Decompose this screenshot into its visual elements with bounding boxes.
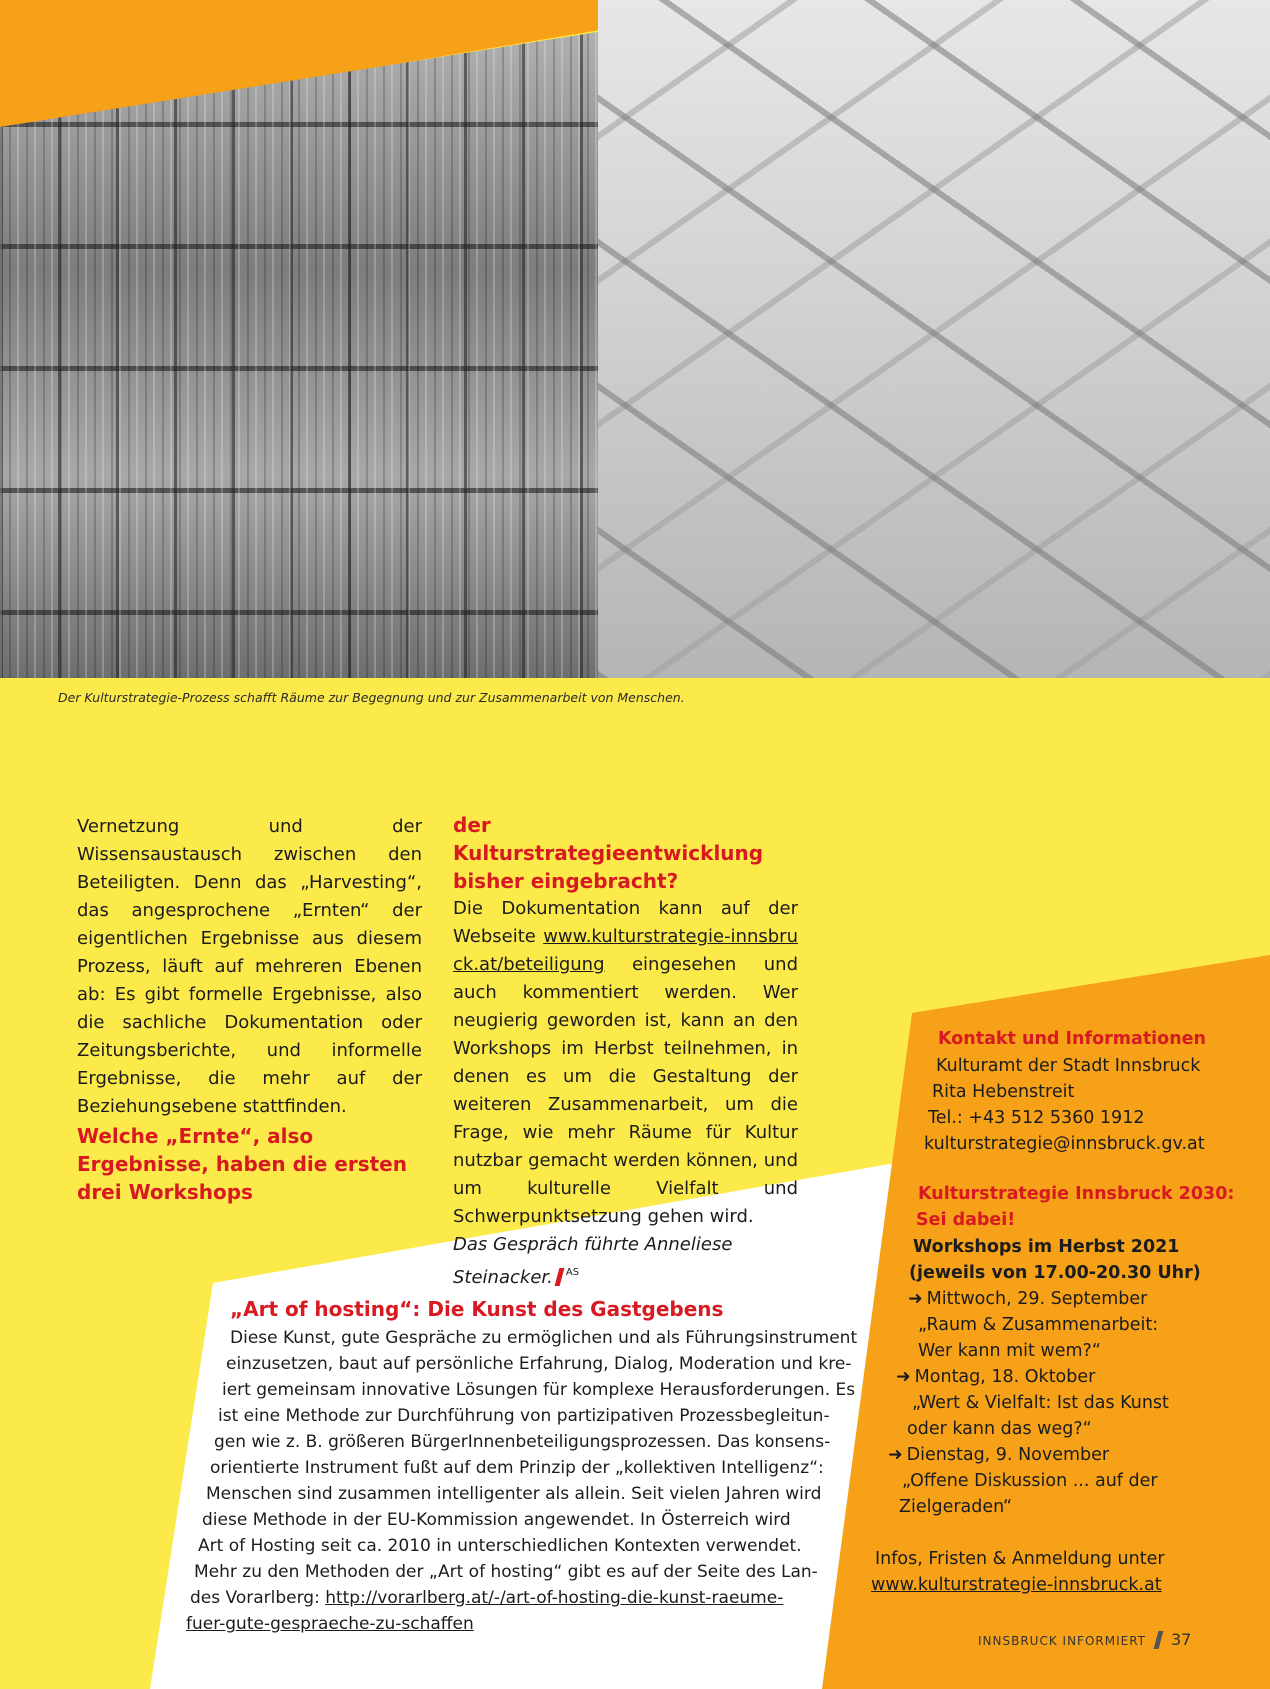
art-of-hosting-line: einzusetzen, baut auf persönliche Erfahrung, Dialog, Moderation und kre- — [226, 1354, 852, 1374]
art-of-hosting-line: gen wie z. B. größeren BürgerInnenbeteiligungsprozessen. Das konsens- — [214, 1432, 831, 1452]
events-subtitle-line-1: Workshops im Herbst 2021 — [913, 1237, 1180, 1257]
page-footer — [978, 1630, 1191, 1649]
column-2-paragraph — [453, 895, 798, 1231]
vorarlberg-link-part-1[interactable]: http://vorarlberg.at/-/art-of-hosting-die-kunst-raeume- — [325, 1588, 784, 1608]
contact-email[interactable]: kulturstrategie@innsbruck.gv.at — [924, 1134, 1205, 1154]
events-title-line-1: Kulturstrategie Innsbruck 2030: — [918, 1184, 1235, 1204]
contact-title: Kontakt und Informationen — [938, 1029, 1206, 1049]
footer-divider-mark — [1154, 1631, 1164, 1649]
contact-person: Rita Hebenstreit — [932, 1082, 1075, 1102]
contact-phone: Tel.: +43 512 5360 1912 — [928, 1108, 1145, 1128]
events-subtitle-line-2: (jeweils von 17.00-20.30 Uhr) — [909, 1263, 1201, 1283]
art-of-hosting-link-prefix: des Vorarlberg: — [190, 1588, 326, 1608]
event-date-text: Mittwoch, 29. September — [926, 1289, 1148, 1309]
event-date-text: Montag, 18. Oktober — [914, 1367, 1096, 1387]
art-of-hosting-line: Art of Hosting seit ca. 2010 in unterschiedlichen Kontexten verwendet. — [198, 1536, 802, 1556]
event-2-topic-line-1: „Wert & Vielfalt: Ist das Kunst — [912, 1393, 1169, 1413]
red-end-mark — [554, 1268, 564, 1286]
art-of-hosting-line: Menschen sind zusammen intelligenter als allein. Seit vielen Jahren wird — [206, 1484, 822, 1504]
event-1-date — [908, 1286, 1147, 1312]
art-of-hosting-link-line — [190, 1585, 783, 1611]
events-info-text: Infos, Fristen & Anmeldung unter — [875, 1549, 1165, 1569]
vorarlberg-link-part-2[interactable]: fuer-gute-gespraeche-zu-schaffen — [186, 1614, 474, 1634]
column-2-heading: der Kulturstrategieentwicklung bisher eingebracht? — [453, 813, 764, 893]
photo-caption: Der Kulturstrategie-Prozess schafft Räume zur Begegnung und zur Zusammenarbeit von Menschen. — [58, 690, 685, 705]
concrete-facade-photo — [598, 0, 1270, 678]
art-of-hosting-line: ist eine Methode zur Durchführung von partizipativen Prozessbegleitun- — [218, 1406, 830, 1426]
art-of-hosting-line: diese Methode in der EU-Kommission angewendet. In Österreich wird — [202, 1510, 791, 1530]
events-info-link[interactable]: www.kulturstrategie-innsbruck.at — [871, 1575, 1162, 1595]
event-3-topic-line-1: „Offene Diskussion ... auf der — [902, 1471, 1158, 1491]
events-title-line-2: Sei dabei! — [916, 1210, 1016, 1230]
event-1-topic-line-1: „Raum & Zusammenarbeit: — [918, 1315, 1159, 1335]
event-3-date — [888, 1442, 1109, 1468]
event-2-topic-line-2: oder kann das weg?“ — [907, 1419, 1092, 1439]
column-1-paragraph: Vernetzung und der Wissensaustausch zwischen den Beteiligten. Denn das „Harvesting“, das angesprochene „Ernten“ der eigentlichen Ergebnisse aus diesem Prozess, läuft auf mehreren Ebenen ab: Es gibt formelle Ergebnisse, also die sachliche Dokumentation oder Zeitungsberichte, und informelle Ergebnisse, die mehr auf der Beziehungsebene stattfinden. — [77, 816, 422, 1117]
art-of-hosting-line: orientierte Instrument fußt auf dem Prinzip der „kollektiven Intelligenz“: — [210, 1458, 824, 1478]
arrow-icon: ➜ — [896, 1367, 911, 1387]
event-3-topic-line-2: Zielgeraden“ — [899, 1497, 1013, 1517]
author-initials: AS — [565, 1267, 580, 1278]
art-of-hosting-line: iert gemeinsam innovative Lösungen für komplexe Herausforderungen. Es — [222, 1380, 856, 1400]
arrow-icon: ➜ — [888, 1445, 903, 1465]
column-2-text-before-link: Die Dokumentation kann auf der Webseite — [453, 898, 798, 947]
interview-signoff: Das Gespräch führte Anneliese Steinacker. — [453, 1234, 733, 1288]
column-2 — [453, 811, 798, 1292]
publication-name: INNSBRUCK INFORMIERT — [978, 1634, 1146, 1648]
event-2-date — [896, 1364, 1095, 1390]
arrow-icon: ➜ — [908, 1289, 923, 1309]
column-2-text-after-link: eingesehen und auch kommentiert werden. Wer neugierig geworden ist, kann an den Workshops im Herbst teilnehmen, in denen es um die Gestaltung der weiteren Zusammenarbeit, um die Frage, wie mehr Räume für Kultur nutzbar gemacht werden können, und um kulturelle Vielfalt und Schwerpunktsetzung gehen wird. — [453, 954, 798, 1227]
documentation-link[interactable]: www.kulturstrategie-innsbruck.at/beteiligung — [453, 926, 798, 975]
art-of-hosting-line: Diese Kunst, gute Gespräche zu ermöglichen und als Führungsinstrument — [230, 1328, 858, 1348]
event-1-topic-line-2: Wer kann mit wem?“ — [918, 1341, 1101, 1361]
column-2-signoff-line — [453, 1231, 798, 1292]
column-1-heading: Welche „Ernte“, also Ergebnisse, haben die ersten drei Workshops — [77, 1124, 407, 1204]
contact-office: Kulturamt der Stadt Innsbruck — [936, 1056, 1201, 1076]
art-of-hosting-title: „Art of hosting“: Die Kunst des Gastgebens — [230, 1297, 724, 1321]
column-1 — [77, 813, 422, 1121]
event-date-text: Dienstag, 9. November — [906, 1445, 1110, 1465]
art-of-hosting-line: Mehr zu den Methoden der „Art of hosting“ gibt es auf der Seite des Lan- — [194, 1562, 818, 1582]
page-number: 37 — [1171, 1630, 1192, 1649]
